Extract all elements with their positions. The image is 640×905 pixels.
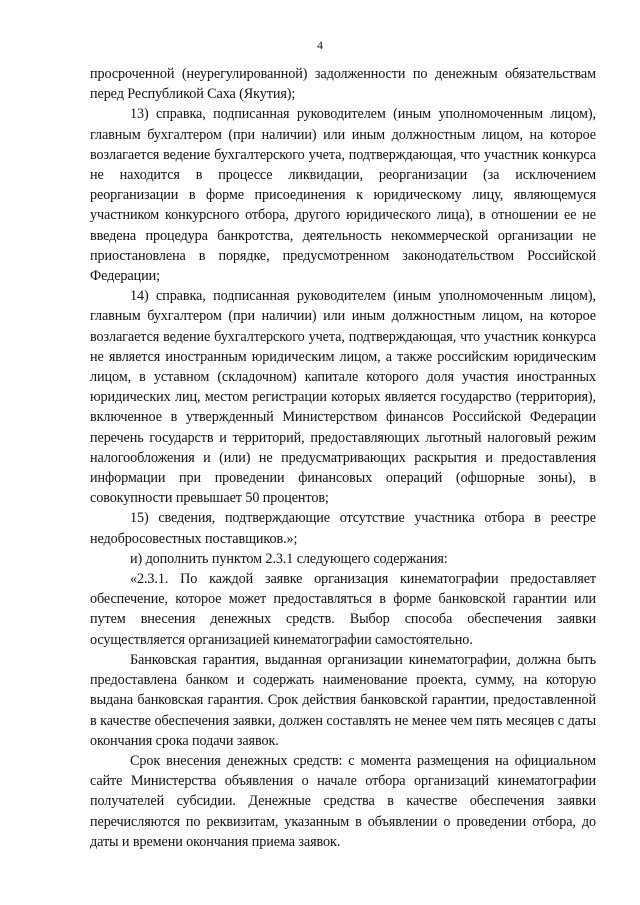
document-body xyxy=(90,64,596,852)
paragraph-deposit-term: Срок внесения денежных средств: с момента размещения на официальном сайте Министерства объявления о начале отбора организаций кинематографии получателей субсидии. Денежные средства в качестве обеспечения заявки перечисляются по реквизитам, указанным в объявлении о проведении отбора, до даты и времени окончания приема заявок. xyxy=(90,752,596,850)
paragraph-item-13: 13) справка, подписанная руководителем (иным уполномоченным лицом), главным бухгалтером (при наличии) или иным должностным лицом, на которое возлагается ведение бухгалтерского учета, подтверждающая, что участник конкурса не находится в процессе ликвидации, реорганизации (за исключением реорганизации в форме присоединения к юридическому лицу, являющемуся участником конкурсного отбора, другого юридического лица), в отношении ее не введена процедура банкротства, деятельность некоммерческой организации не приостановлена в порядке, предусмотренном законодательством Российской Федерации; xyxy=(90,106,596,285)
page-number: 4 xyxy=(317,38,323,52)
paragraph-amendment-i: и) дополнить пунктом 2.3.1 следующего содержания: xyxy=(130,550,448,567)
paragraph-clause-2-3-1: «2.3.1. По каждой заявке организация кинематографии предоставляет обеспечение, которое может предоставляться в форме банковской гарантии или путем внесения денежных средств. Выбор способа обеспечения заявки осуществляется организацией кинематографии самостоятельно. xyxy=(90,571,596,648)
paragraph-continuation: просроченной (неурегулированной) задолженности по денежным обязательствам перед Республикой Саха (Якутия); xyxy=(90,66,596,103)
paragraph-bank-guarantee: Банковская гарантия, выданная организации кинематографии, должна быть предоставлена банком и содержать наименование проекта, сумму, на которую выдана банковская гарантия. Срок действия банковской гарантии, предоставленной в качестве обеспечения заявки, должен составлять не менее чем пять месяцев с даты окончания срока подачи заявок. xyxy=(90,651,596,749)
paragraph-item-15: 15) сведения, подтверждающие отсутствие участника отбора в реестре недобросовестных поставщиков.»; xyxy=(90,510,596,547)
paragraph-item-14: 14) справка, подписанная руководителем (иным уполномоченным лицом), главным бухгалтером (при наличии) или иным должностным лицом, на которое возлагается ведение бухгалтерского учета, подтверждающая, что участник конкурса не является иностранным юридическим лицом, а также российским юридическим лицом, в уставном (складочном) капитале которого доля участия иностранных юридических лиц, местом регистрации которых является государство (территория), включенное в утвержденный Министерством финансов Российской Федерации перечень государств и территорий, предоставляющих льготный налоговый режим налогообложения и (или) не предусматривающих раскрытия и предоставления информации при проведении финансовых операций (офшорные зоны), в совокупности превышает 50 процентов; xyxy=(90,288,596,507)
